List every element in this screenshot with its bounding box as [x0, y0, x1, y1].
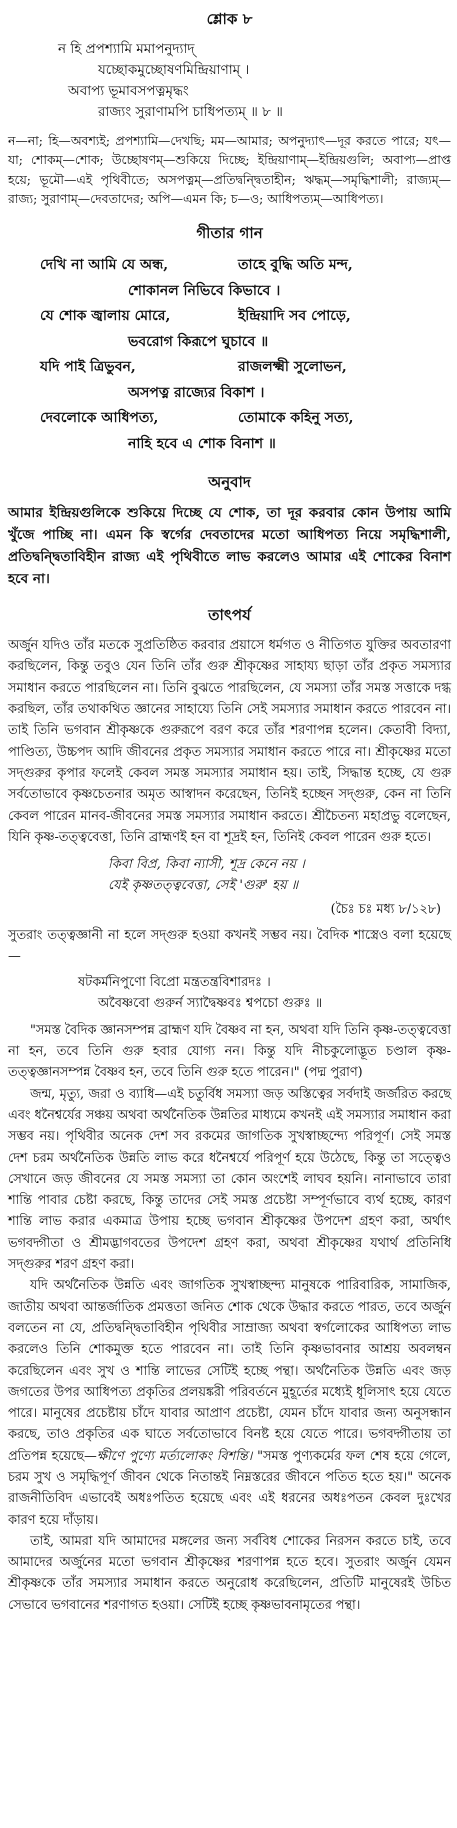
- translation-title: অনুবাদ: [208, 473, 251, 492]
- sanskrit-line: ষটকর্মনিপুণো বিপ্রো মন্ত্রতন্ত্রবিশারদঃ ।: [78, 974, 271, 990]
- song-row: [8, 253, 451, 279]
- purport: [8, 635, 451, 1616]
- song-line: শোকানল নিভিবে কিভাবে ।: [128, 282, 281, 299]
- quote-inline: ক্ষীণে পুণ্যে মর্ত্যলোকং বিশন্তি।: [96, 1448, 253, 1464]
- quote-line: কিবা বিপ্র, কিবা ন্যাসী, শূদ্র কেনে নয় ।: [108, 857, 305, 873]
- verse-title: শ্লোক ৮: [206, 10, 253, 28]
- purport-paragraph: অর্জুন যদিও তাঁর মতকে সুপ্রতিষ্ঠিত করবার প্রয়াসে ধর্মগত ও নীতিগত যুক্তির অবতারণা করছিলেন, কিন্তু তবুও যেন তিনি তাঁর গুরু শ্রীকৃষ্ণের সাহায্য ছাড়া তাঁর প্রকৃত সমস্যার সমাধান করতে পারছিলেন না। তিনি বুঝতে পারছিলেন, যে সমস্যা তাঁর সমস্ত সত্তাকে দগ্ধ করছিল, তাঁর তথাকথিত জ্ঞানের সাহায্যে তিনি সেই সমস্যার সমাধান করতে পারবেন না। তাই তিনি ভগবান শ্রীকৃষ্ণকে গুরুরূপে বরণ করে তাঁর শরণাপন্ন হলেন। কেতাবী বিদ্যা, পাণ্ডিত্য, উচ্চপদ আদি জীবনের প্রকৃত সমস্যার সমাধান করতে পারে না। শ্রীকৃষ্ণের মতো সদ্‌গুরুর কৃপার ফলেই কেবল সমস্ত সমস্যার সমাধান হয়। তাই, সিদ্ধান্ত হচ্ছে, যে গুরু সর্বতোভাবে কৃষ্ণচেতনার অমৃত আস্বাদন করেছেন, তিনিই হচ্ছেন সদ্‌গুরু, কেন না তিনি কেবল পারেন মানব-জীবনের সমস্ত সমস্যার সমাধান করতে। শ্রীচৈতন্য মহাপ্রভু বলেছেন, যিনি কৃষ্ণ-তত্ত্ববেত্তা, তিনি ব্রাহ্মণই হন বা শূদ্রই হন, তিনিই কেবল পারেন গুরু হতে।: [8, 638, 451, 845]
- song-line: তোমাকে কহিনু সত্য,: [238, 410, 354, 427]
- purport-paragraph: সুতরাং তত্ত্বজ্ঞানী না হলে সদ্‌গুরু হওয়া কখনই সম্ভব নয়। বৈদিক শাস্ত্রেও বলা হয়েছে—: [8, 928, 451, 965]
- purport-paragraph: "সমস্ত বৈদিক জ্ঞানসম্পন্ন ব্রাহ্মণ যদি বৈষ্ণব না হন, অথবা যদি তিনি কৃষ্ণ-তত্ত্ববেত্তা না হন, তবে তিনি গুরু হবার যোগ্য নন। কিন্তু যদি নীচকুলোদ্ভূত চণ্ডাল কৃষ্ণ-তত্ত্বজ্ঞানসম্পন্ন বৈষ্ণব হন, তবে তিনি গুরু হতে পারেন।" (পদ্ম পুরাণ): [8, 1022, 451, 1081]
- translation-text: আমার ইন্দ্রিয়গুলিকে শুকিয়ে দিচ্ছে যে শোক, তা দূর করবার কোন উপায় আমি খুঁজে পাচ্ছি না। এমন কি স্বর্গের দেবতাদের মতো আধিপত্য নিয়ে সমৃদ্ধিশালী, প্রতিদ্বন্দ্বিতাবিহীন রাজ্য এই পৃথিবীতে লাভ করলেও আমার এই শোকের বিনাশ হবে না।: [8, 505, 451, 588]
- reference: (চৈঃ চঃ মধ্য ৮/১২৮): [330, 902, 441, 918]
- song-row: [8, 304, 451, 330]
- song-line: নাহি হবে এ শোক বিনাশ ॥: [128, 435, 276, 452]
- quote-line: যেই কৃষ্ণতত্ত্ববেত্তা, সেই 'গুরু' হয় ॥: [108, 878, 299, 894]
- verse-text: [8, 39, 451, 123]
- verse-line: যচ্ছোকমুচ্ছোষণমিন্দ্রিয়াণাম্‌ ।: [98, 62, 250, 78]
- song-row: [8, 406, 451, 432]
- text-run: "সমস্ত পুণ্যকর্মের ফল শেষ হয়ে গেলে, চরম সুখ ও সমৃদ্ধিপূর্ণ জীবন থেকে নিতান্তই নিম্নস্তরের জীবনে পতিত হতে হয়।" অনেক রাজনীতিবিদ এভাবেই অধঃপতিত হয়েছে এবং এই ধরনের অধঃপতন কেবল দুঃখের কারণ হয়ে দাঁড়ায়।: [8, 1448, 451, 1528]
- song: [8, 253, 451, 457]
- synonyms: ন—না; হি—অবশ্যই; প্রপশ্যামি—দেখছি; মম—আমার; অপনুদ্যাৎ—দূর করতে পারে; যৎ—যা; শোকম্‌—শোক; উচ্ছোষণম্‌—শুকিয়ে দিচ্ছে; ইন্দ্রিয়াণাম্‌—ইন্দ্রিয়গুলি; অবাপ্য—প্রাপ্ত হয়ে; ভূমৌ—এই পৃথিবীতে; অসপত্নম্‌—প্রতিদ্বন্দ্বিতাহীন; ঋদ্ধম্‌—সমৃদ্ধিশালী; রাজ্যম্‌—রাজ্য; সুরাণাম্‌—দেবতাদের; অপি—এমন কি; চ—ও; আধিপত্যম্‌—আধিপত্য।: [8, 133, 451, 206]
- verse-line: রাজ্যং সুরাণামপি চাধিপত্যম্‌ ॥ ৮ ॥: [98, 104, 283, 120]
- sanskrit-quote: [8, 972, 451, 1014]
- purport-paragraph: জন্ম, মৃত্যু, জরা ও ব্যাধি—এই চতুর্বিধ সমস্যা জড় অস্তিত্বের সর্বদাই জর্জরিত করছে এবং ধনৈশ্বর্যের সঞ্চয় অথবা অর্থনৈতিক উন্নতির মাধ্যমে কখনই এই সমস্যার সমাধান করা সম্ভব নয়। পৃথিবীর অনেক দেশ সব রকমের জাগতিক সুখস্বাচ্ছন্দ্যে পরিপূর্ণ। সেই সমস্ত দেশ চরম অর্থনৈতিক উন্নতি লাভ করে ধনৈশ্বর্যে পরিপূর্ণ হয়ে উঠেছে, কিন্তু তা সত্ত্বেও সেখানে জড় জীবনের যে সমস্ত সমস্যা তা কোন অংশেই লাঘব হয়নি। নানাভাবে তারা শান্তি পাবার চেষ্টা করছে, কিন্তু তাদের সেই সমস্ত প্রচেষ্টা সম্পূর্ণভাবে ব্যর্থ হচ্ছে, কারণ শান্তি লাভ করার একমাত্র উপায় হচ্ছে ভগবান শ্রীকৃষ্ণের উপদেশ গ্রহণ করা, অর্থাৎ ভগবদ্গীতা ও শ্রীমদ্ভাগবতের উপদেশ গ্রহণ করা, অথবা শ্রীকৃষ্ণের যথার্থ প্রতিনিধি সদ্‌গুরুর শরণ গ্রহণ করা।: [8, 1086, 451, 1273]
- sanskrit-line: অবৈষ্ণবো গুরুর্ন স্যাদ্বৈষ্ণবঃ শ্বপচো গুরুঃ ॥: [98, 995, 323, 1011]
- song-line: রাজলক্ষ্মী সুলোভন,: [238, 359, 347, 376]
- song-title: গীতার গান: [196, 224, 263, 243]
- song-row: [8, 355, 451, 381]
- verse-line: ন হি প্রপশ্যামি মমাপনুদ্যাদ্‌: [58, 41, 195, 57]
- song-line: যে শোক জ্বালায় মোরে,: [40, 308, 171, 325]
- song-line: ভবরোগ কিরূপে ঘুচাবে ॥: [128, 333, 269, 350]
- purport-paragraph: তাই, আমরা যদি আমাদের মঙ্গলের জন্য সর্ববিধ শোকের নিরসন করতে চাই, তবে আমাদের অর্জুনের মতো ভগবান শ্রীকৃষ্ণের শরণাপন্ন হতে হবে। সুতরাং অর্জুন যেমন শ্রীকৃষ্ণকে তাঁর সমস্যার সমাধান করতে অনুরোধ করেছিলেন, প্রতিটি মানুষেরই উচিত সেভাবে ভগবানের শরণাগত হওয়া। সেটিই হচ্ছে কৃষ্ণভাবনামৃতের পন্থা।: [8, 1533, 451, 1613]
- verse-line: অবাপ্য ভূমাবসপত্নমৃদ্ধং: [68, 83, 189, 99]
- purport-paragraph: [8, 1275, 451, 1531]
- song-line: ইন্দ্রিয়াদি সব পোড়ে,: [238, 308, 351, 325]
- song-line: দেবলোকে আধিপত্য,: [40, 410, 159, 427]
- song-line: অসপত্ন রাজ্যের বিকাশ ।: [128, 384, 265, 401]
- text-run: যদি অর্থনৈতিক উন্নতি এবং জাগতিক সুখস্বাচ্ছন্দ্য মানুষকে পারিবারিক, সামাজিক, জাতীয় অথবা আন্তর্জাতিক প্রমত্ততা জনিত শোক থেকে উদ্ধার করতে পারত, তবে অর্জুন বলতেন না যে, প্রতিদ্বন্দ্বিতাবিহীন পৃথিবীর সাম্রাজ্য অথবা স্বর্গলোকের আধিপত্য লাভ করলেও তিনি শোকমুক্ত হতে পারবেন না। তাই তিনি কৃষ্ণভাবনার আশ্রয় অবলম্বন করেছিলেন এবং সুখ ও শান্তি লাভের সেটিই হচ্ছে পন্থা। অর্থনৈতিক উন্নতি এবং জড় জগতের উপর আধিপত্য প্রকৃতির প্রলয়ঙ্করী পরিবর্তনে মুহূর্তের মধ্যেই ধূলিসাৎ হয়ে যেতে পারে। মানুষের প্রচেষ্টায় চাঁদে যাবার আপ্রাণ প্রচেষ্টা, যেমন চাঁদে যাবার জন্য অনুসন্ধান করছে, তাও প্রকৃতির এক ঘাতে সর্বতোভাবে বিনষ্ট হয়ে যেতে পারে। ভগবদ্গীতায় তা প্রতিপন্ন হয়েছে—: [8, 1278, 451, 1464]
- song-line: দেখি না আমি যে অন্ধ,: [40, 257, 169, 274]
- song-line: তাহে বুদ্ধি অতি মন্দ,: [238, 257, 353, 274]
- song-line: যদি পাই ত্রিভুবন,: [40, 359, 136, 376]
- purport-title: তাৎপর্য: [208, 606, 251, 625]
